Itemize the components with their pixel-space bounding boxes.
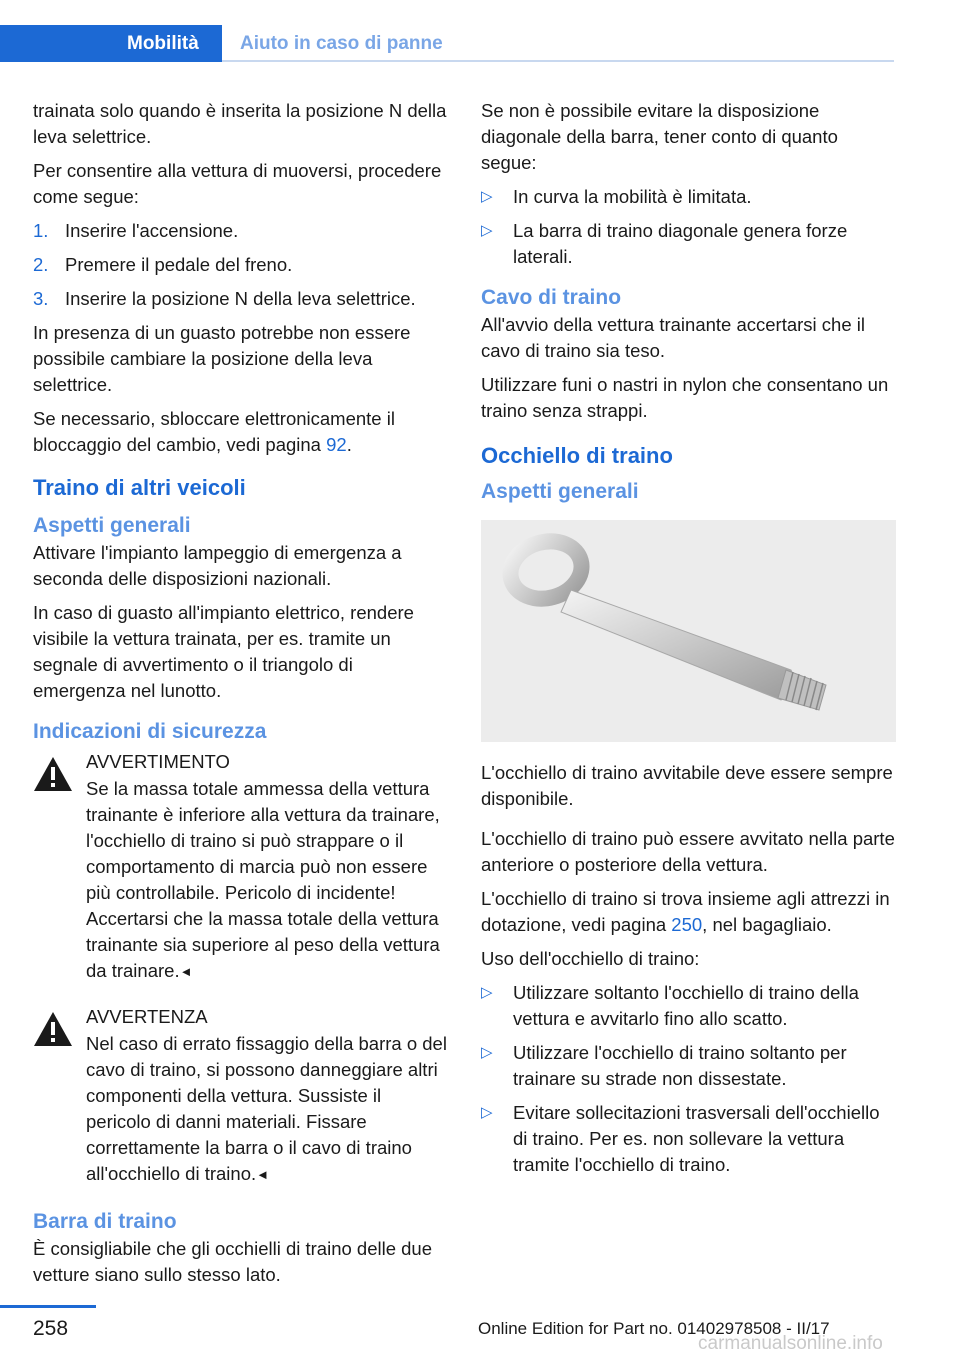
left-column <box>33 98 449 1296</box>
tow-eye-image <box>481 520 896 742</box>
step-number: 2. <box>33 254 49 275</box>
paragraph: trainata solo quando è inserita la posizione N della leva selettrice. <box>33 100 447 147</box>
subsection-heading: Aspetti generali <box>481 480 639 503</box>
paragraph: Per consentire alla vettura di muoversi, procedere come segue: <box>33 160 442 207</box>
list-item <box>481 218 896 270</box>
page-header <box>0 0 960 62</box>
warning-triangle-icon <box>33 1011 73 1047</box>
bullet-marker: ▷ <box>481 1044 493 1061</box>
text: Se necessario, sbloccare elettronicamente il bloccaggio del cambio, vedi pagina <box>33 408 395 455</box>
warning-title: AVVERTENZA <box>86 1006 208 1027</box>
step-text: Inserire la posizione N della leva selettrice. <box>65 288 416 309</box>
subsection-heading: Aspetti generali <box>33 514 191 537</box>
warning-title: AVVERTIMENTO <box>86 751 230 772</box>
warning-text <box>86 776 449 985</box>
header-rule <box>222 60 894 62</box>
end-marker: ◄ <box>256 1167 269 1182</box>
warning-text <box>86 1031 449 1188</box>
steps-list <box>33 218 449 312</box>
bullet-list <box>481 184 896 270</box>
text: Se la massa totale ammessa della vettura trainante è inferiore alla vettura da trainare, l'occhiello di traino si può strappare o il comportamento di marcia può non essere più controllabile. Pericolo di incidente! Accertarsi che la massa totale della vettura trainante sia superiore al peso della vettura da trainare. <box>86 778 440 981</box>
step-number: 1. <box>33 220 49 241</box>
step-number: 3. <box>33 288 49 309</box>
list-item <box>481 1040 896 1092</box>
edition-note: Online Edition for Part no. 01402978508 - II/17 <box>478 1319 830 1338</box>
right-column <box>481 98 896 1186</box>
section-heading: Occhiello di traino <box>481 443 673 468</box>
section-tab[interactable]: Aiuto in caso di panne <box>240 33 443 54</box>
bullet-marker: ▷ <box>481 1104 493 1121</box>
text: Nel caso di errato fissaggio della barra o del cavo di traino, si possono danneggiare altri componenti della vettura. Sussiste il pericolo di danni materiali. Fissare correttamente la barra o il cavo di traino all'occhiello di traino. <box>86 1033 447 1184</box>
paragraph: L'occhiello di traino avvitabile deve essere sempre disponibile. <box>481 762 893 809</box>
page-number: 258 <box>33 1317 69 1340</box>
paragraph: L'occhiello di traino può essere avvitato nella parte anteriore o posteriore della vettura. <box>481 828 895 875</box>
list-item <box>33 252 449 278</box>
subsection-heading: Indicazioni di sicurezza <box>33 720 267 743</box>
page-link[interactable]: 92 <box>326 434 347 455</box>
bullet-text: In curva la mobilità è limitata. <box>513 186 752 207</box>
list-item <box>481 980 896 1032</box>
text: , nel bagagliaio. <box>702 914 832 935</box>
subsection-heading: Barra di traino <box>33 1210 177 1233</box>
bullet-list <box>481 980 896 1178</box>
bullet-marker: ▷ <box>481 984 493 1001</box>
list-item <box>481 184 896 210</box>
tow-eye-illustration <box>481 520 896 742</box>
bullet-text: Utilizzare l'occhiello di traino soltanto per trainare su strade non dissestate. <box>513 1042 847 1089</box>
paragraph: In presenza di un guasto potrebbe non essere possibile cambiare la posizione della leva selettrice. <box>33 322 411 395</box>
paragraph: Uso dell'occhiello di traino: <box>481 948 700 969</box>
bullet-text: La barra di traino diagonale genera forze laterali. <box>513 220 848 267</box>
warning-box <box>33 748 449 985</box>
paragraph: È consigliabile che gli occhielli di traino delle due vetture siano sullo stesso lato. <box>33 1238 433 1285</box>
warning-box <box>33 1003 449 1188</box>
bullet-marker: ▷ <box>481 188 493 205</box>
bullet-text: Utilizzare soltanto l'occhiello di traino della vettura e avvitarlo fino allo scatto. <box>513 982 859 1029</box>
step-text: Premere il pedale del freno. <box>65 254 293 275</box>
step-text: Inserire l'accensione. <box>65 220 239 241</box>
paragraph: All'avvio della vettura trainante accertarsi che il cavo di traino sia teso. <box>481 314 865 361</box>
paragraph: Se non è possibile evitare la disposizione diagonale della barra, tener conto di quanto segue: <box>481 100 838 173</box>
paragraph: In caso di guasto all'impianto elettrico, rendere visibile la vettura trainata, per es. tramite un segnale di avvertimento o il triangolo di emergenza nel lunotto. <box>33 602 414 701</box>
text: L'occhiello di traino si trova insieme agli attrezzi in dotazione, vedi pagina <box>481 888 890 935</box>
list-item <box>481 1100 896 1178</box>
text: . <box>346 434 352 455</box>
bullet-text: Evitare sollecitazioni trasversali dell'occhiello di traino. Per es. non sollevare la vettura tramite l'occhiello di traino. <box>513 1102 880 1175</box>
warning-triangle-icon <box>33 756 73 792</box>
list-item <box>33 218 449 244</box>
bullet-marker: ▷ <box>481 222 493 239</box>
watermark: carmanualsonline.info <box>698 1333 883 1354</box>
section-heading: Traino di altri veicoli <box>33 475 246 500</box>
chapter-tab[interactable]: Mobilità <box>0 25 222 62</box>
paragraph <box>481 886 896 938</box>
footer-bar <box>0 1305 96 1308</box>
subsection-heading: Cavo di traino <box>481 286 622 309</box>
paragraph <box>33 406 449 458</box>
paragraph: Utilizzare funi o nastri in nylon che consentano un traino senza strappi. <box>481 374 889 421</box>
list-item <box>33 286 449 312</box>
end-marker: ◄ <box>179 964 193 979</box>
page-link[interactable]: 250 <box>671 914 703 935</box>
paragraph: Attivare l'impianto lampeggio di emergenza a seconda delle disposizioni nazionali. <box>33 542 402 589</box>
